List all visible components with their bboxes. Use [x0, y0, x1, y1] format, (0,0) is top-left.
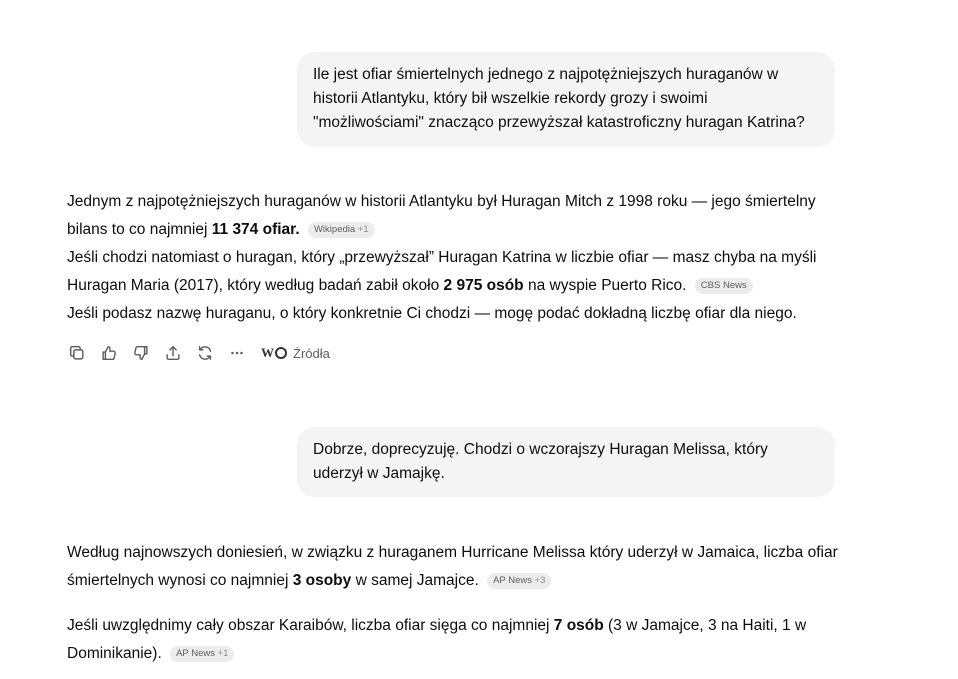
thumbs-down-icon [132, 344, 150, 362]
user-message-2-text: Dobrze, doprecyzuję. Chodzi o wczorajszy Huragan Melissa, który uderzył w Jamajkę. [313, 441, 768, 482]
more-options-button[interactable] [227, 343, 247, 363]
user-message-1-text: Ile jest ofiar śmiertelnych jednego z najpotężniejszych huraganów w historii Atlantyku, który bił wszelkie rekordy grozy i swoimi "możliwościami" znacząco przewyższał katastroficzny huragan Katrina? [313, 66, 805, 131]
assistant-2-text: w samej Jamajce. [351, 572, 479, 589]
assistant-2-paragraph-2 [67, 612, 842, 668]
sources-label: Źródła [293, 345, 330, 361]
source-chip-cbs-news[interactable] [695, 278, 753, 294]
source-chip-count: +1 [217, 648, 229, 659]
assistant-message-2 [67, 539, 842, 595]
share-icon [164, 344, 182, 362]
source-chip-label: AP News [493, 575, 532, 586]
death-toll-maria: 2 975 osób [443, 277, 524, 294]
source-chip-count: +3 [534, 575, 546, 586]
cbs-logo-icon [275, 347, 287, 359]
assistant-1-text: na wyspie Puerto Rico. [523, 277, 687, 294]
assistant-message-1 [67, 188, 842, 328]
assistant-1-text: Jednym z najpotężniejszych huraganów w historii Atlantyku był Huragan Mitch z 1998 roku — jego śmiertelny bilans to co najmniej [67, 193, 816, 238]
regenerate-button[interactable] [195, 343, 215, 363]
assistant-2-paragraph-1 [67, 539, 842, 595]
source-chip-label: AP News [176, 648, 215, 659]
assistant-1-paragraph-2 [67, 244, 842, 300]
user-message-1 [297, 52, 835, 147]
death-toll-jamaica: 3 osoby [292, 572, 352, 589]
source-chip-count: +1 [357, 224, 369, 235]
wikipedia-logo-icon: W [261, 345, 274, 360]
assistant-1-paragraph-3: Jeśli podasz nazwę huraganu, o który konkretnie Ci chodzi — mogę podać dokładną liczbę ofiar dla niego. [67, 305, 797, 322]
death-toll-caribbean: 7 osób [553, 617, 604, 634]
source-chip-ap-news[interactable] [487, 573, 551, 589]
source-chip-wikipedia[interactable] [308, 222, 375, 238]
assistant-2-text: Według najnowszych doniesień, w związku z huraganem Hurricane Melissa który uderzył w Jamaica, liczba ofiar śmiertelnych wynosi co najmniej [67, 544, 838, 589]
assistant-2-text: (3 w Jamajce, 3 na Haiti, 1 w Dominikanie). [67, 617, 807, 662]
sources-logos [261, 345, 287, 361]
assistant-2-text: Jeśli uwzględnimy cały obszar Karaibów, liczba ofiar sięga co najmniej [67, 617, 554, 634]
source-chip-ap-news-2[interactable] [170, 646, 234, 662]
copy-icon [68, 344, 86, 362]
assistant-1-text: Jeśli chodzi natomiast o huragan, który „przewyższał” Huragan Katrina w liczbie ofiar — masz chyba na myśli Huragan Maria (2017), który według badań zabił około [67, 249, 817, 294]
share-button[interactable] [163, 343, 183, 363]
more-icon [228, 344, 246, 362]
sources-button[interactable] [261, 345, 330, 361]
user-message-2 [297, 427, 835, 497]
thumbs-up-button[interactable] [99, 343, 119, 363]
assistant-message-2-continued [67, 612, 842, 668]
copy-button[interactable] [67, 343, 87, 363]
source-chip-label: Wikipedia [313, 224, 356, 235]
thumbs-down-button[interactable] [131, 343, 151, 363]
regenerate-icon [196, 344, 214, 362]
death-toll-mitch: 11 374 ofiar. [211, 221, 300, 238]
message-action-bar [67, 342, 330, 364]
thumbs-up-icon [100, 344, 118, 362]
source-chip-label: CBS News [700, 280, 747, 291]
assistant-1-paragraph-1 [67, 188, 842, 244]
